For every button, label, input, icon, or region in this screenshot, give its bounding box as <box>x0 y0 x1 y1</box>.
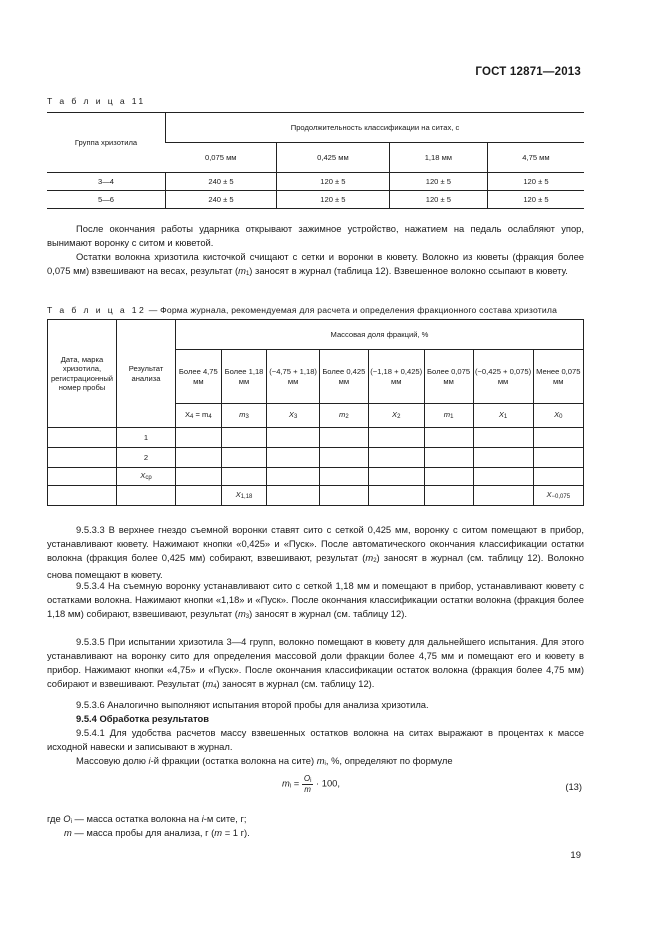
sieve-header: 1,18 мм <box>389 143 487 173</box>
table-12-caption: Т а б л и ц а 12 — Форма журнала, рекомендуемая для расчета и определения фракционного состава хризотила <box>47 305 558 315</box>
formula-13: mi = $\frac{Oi}{m}$ · 100, <box>282 774 340 794</box>
fraction-header: Менее 0,075 мм <box>533 350 583 404</box>
table-row <box>48 468 584 486</box>
fraction-header: Более 0,425 мм <box>319 350 368 404</box>
paragraph: После окончания работы ударника открывают зажимное устройство, нажатием на педаль ослабляют упор, вынимают воронку с ситом и кюветой. <box>47 223 584 248</box>
value-cell: 120 ± 5 <box>389 191 487 209</box>
value-cell: 120 ± 5 <box>277 191 390 209</box>
table-12 <box>47 319 584 506</box>
fraction-header: Более 1,18 мм <box>221 350 267 404</box>
symbol-cell: m2 <box>319 404 368 428</box>
sieve-header: 0,075 мм <box>166 143 277 173</box>
paragraph-9-5-3-3: 9.5.3.3 В верхнее гнездо съемной воронки ставят сито с сеткой 0,425 мм, воронку с ситом помещают в прибор, устанавливают кювету. Нажимают кнопки «0,425» и «Пуск». После автоматического окончания классификации остатки волокна (фракция более 0,425 мм) собирают, взвешивают, результат (m2) заносят в журнал (см. таблицу 12). Волокно снова помещают в кювету. <box>47 524 584 580</box>
paragraph-9-5-3-4: 9.5.3.4 На съемную воронку устанавливают сито с сеткой 1,18 мм и помещают в прибор, устанавливают кювету с остатками волокна. Нажимают кнопки «1,18» и «Пуск». После окончания классификации остатки волокна (фракция более 1,18 мм) собирают, взвешивают, результат (m3) заносят в журнал (см. таблицу 12). <box>47 580 584 620</box>
mass-fraction-header: Массовая доля фракций, % <box>176 320 584 350</box>
result-cell: X1,18 <box>221 486 267 506</box>
table-row <box>48 486 584 506</box>
symbol-cell: m3 <box>221 404 267 428</box>
paragraph-9-5-3-6: 9.5.3.6 Аналогично выполняют испытания второй пробы для анализа хризотила. <box>76 699 429 710</box>
paragraph-9-5-3-5: 9.5.3.5 При испытании хризотила 3—4 групп, волокно помещают в кювету для дальнейшего испытания. Для этого устанавливают на воронку сито для определения массовой доли фракции более 4,75 мм и помещают его и кювету в прибор. Нажимают кнопки «4,75» и «Пуск». После окончания классификации остаток волокна (фракция более 4,75 мм) собирают и взвешивают. Результат (m4) заносят в журнал (см. таблицу 12). <box>47 636 584 690</box>
sieve-header: 4,75 мм <box>487 143 584 173</box>
symbol-cell: X1 <box>473 404 533 428</box>
paragraph-9-5-4-1: 9.5.4.1 Для удобства расчетов массу взвешенных остатков волокна на ситах выражают в процентах к массе исходной навески и записывают в журнал. <box>47 727 584 752</box>
result-cell: X−0,075 <box>533 486 583 506</box>
table-row <box>48 428 584 448</box>
formula-number: (13) <box>565 781 582 792</box>
where-clause-2: m — масса пробы для анализа, г (m = 1 г). <box>64 827 250 838</box>
paragraph-mass-fraction: Массовую долю i-й фракции (остатка волокна на сите) mi, %, определяют по формуле <box>76 755 453 767</box>
fraction-header: (−4,75 + 1,18) мм <box>267 350 320 404</box>
symbol-cell: X3 <box>267 404 320 428</box>
symbol-cell: X2 <box>368 404 424 428</box>
paragraph: Остатки волокна хризотила кисточкой счищают с сетки и воронки в кювету. Волокно из кюветы (фракция более 0,075 мм) взвешивают на весах, результат (m1) заносят в журнал (таблица 12). Взвешенное волокно ссыпают в кювету. <box>47 251 584 277</box>
group-cell: 3—4 <box>47 173 166 191</box>
row-label: 2 <box>117 448 176 468</box>
value-cell: 120 ± 5 <box>487 191 584 209</box>
group-header: Группа хризотила <box>47 113 166 173</box>
value-cell: 120 ± 5 <box>389 173 487 191</box>
sieve-header: 0,425 мм <box>277 143 390 173</box>
table-row <box>47 191 584 209</box>
date-column-header: Дата, марка хризотила, регистрационный номер пробы <box>48 320 117 428</box>
fraction-header: (−1,18 + 0,425) мм <box>368 350 424 404</box>
value-cell: 120 ± 5 <box>277 173 390 191</box>
section-heading-9-5-4: 9.5.4 Обработка результатов <box>76 713 209 724</box>
table-row <box>47 173 584 191</box>
result-column-header: Результат анализа <box>117 320 176 428</box>
row-label: 1 <box>117 428 176 448</box>
page-number: 19 <box>570 850 581 861</box>
value-cell: 240 ± 5 <box>166 191 277 209</box>
table-11-caption: Т а б л и ц а 11 <box>47 96 146 106</box>
value-cell: 120 ± 5 <box>487 173 584 191</box>
fraction-header: Более 0,075 мм <box>424 350 473 404</box>
fraction-header: (−0,425 + 0,075) мм <box>473 350 533 404</box>
duration-header: Продолжительность классификации на ситах, с <box>166 113 585 143</box>
where-clause-1: где Oi — масса остатка волокна на i-м сите, г; <box>47 813 247 825</box>
fraction-header: Более 4,75 мм <box>176 350 222 404</box>
group-cell: 5—6 <box>47 191 166 209</box>
row-label: Xср <box>117 468 176 486</box>
table-11 <box>47 112 584 209</box>
table-row <box>48 448 584 468</box>
symbol-cell: X4 = m4 <box>176 404 222 428</box>
document-header: ГОСТ 12871—2013 <box>475 66 581 78</box>
value-cell: 240 ± 5 <box>166 173 277 191</box>
symbol-cell: X0 <box>533 404 583 428</box>
symbol-cell: m1 <box>424 404 473 428</box>
